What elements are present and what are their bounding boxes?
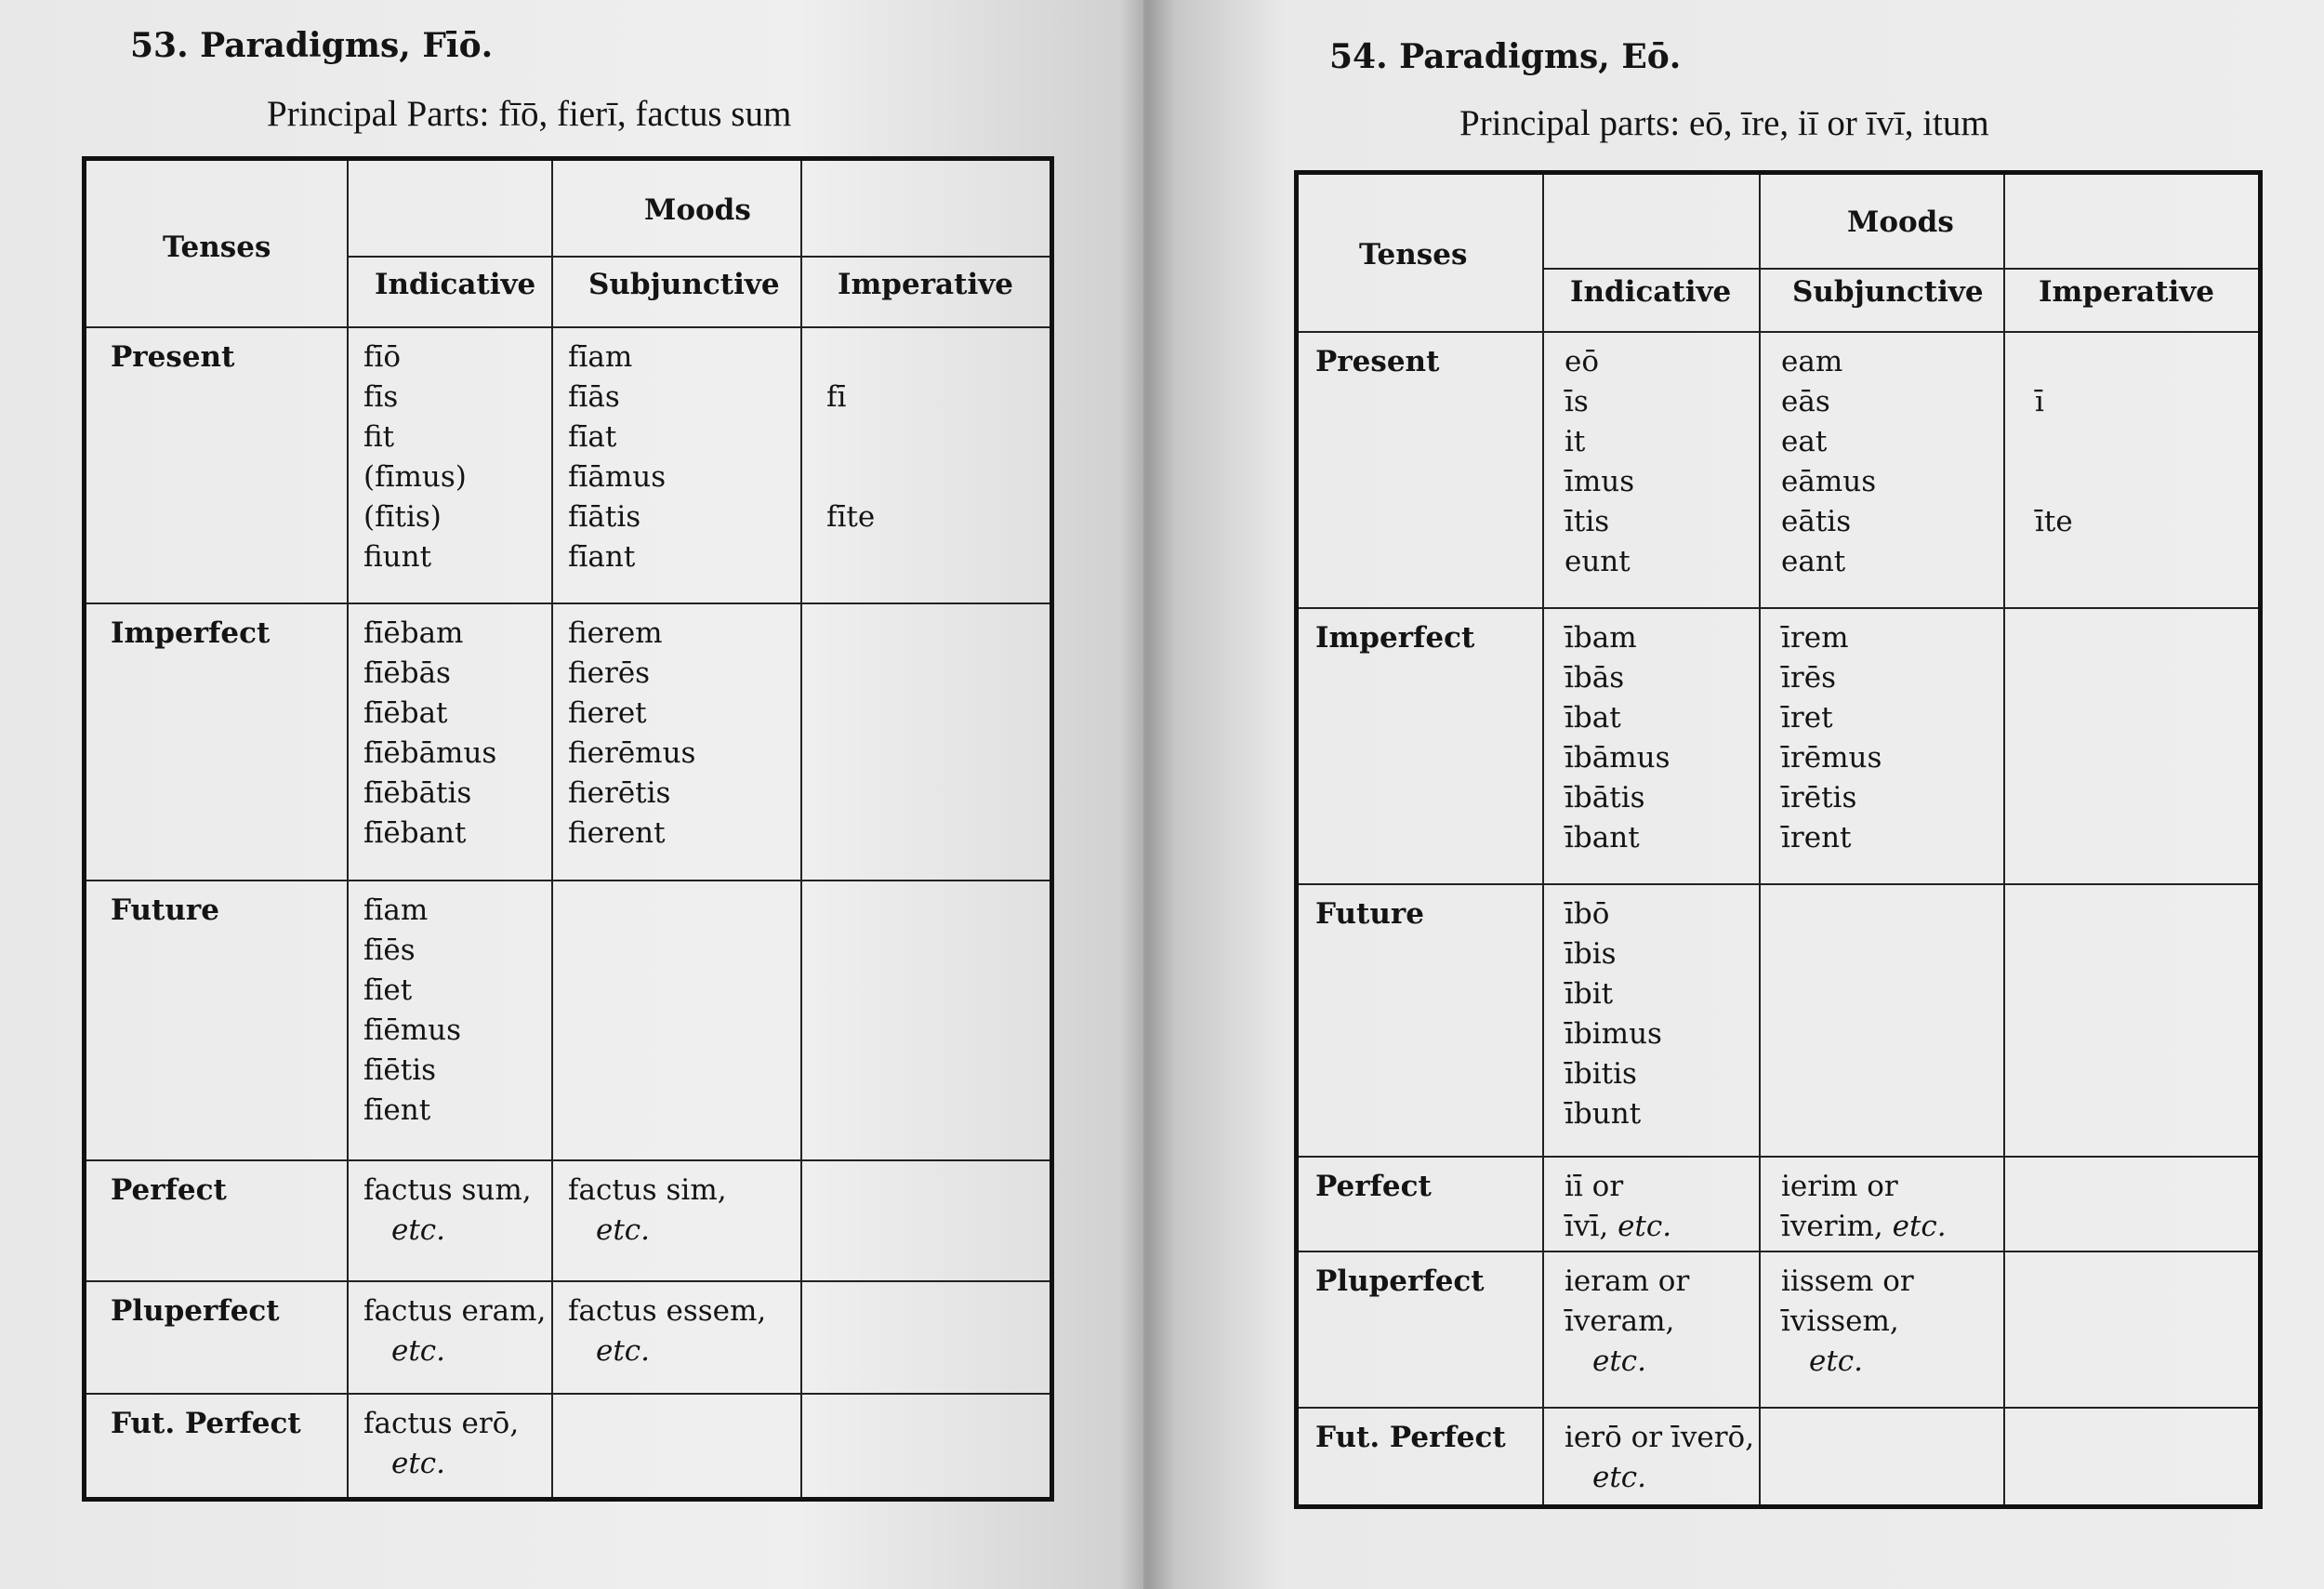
subjunctive-form: eat [1781,425,1828,458]
indicative-form: fīēmus [363,1013,462,1047]
column-divider [800,161,802,1497]
imperative-form: fī [826,380,847,414]
indicative-form: fīs [363,380,399,414]
principal-parts: Principal parts: eō, īre, iī or īvī, itum [1459,103,1989,143]
book-gutter [1120,0,1176,1589]
indicative-form: fīet [363,973,413,1007]
imperative-header: Imperative [2039,275,2214,309]
column-divider [347,161,349,1497]
tense-label: Fut. Perfect [1315,1421,1506,1454]
indicative-form: fīō [363,340,402,374]
indicative-form: fīent [363,1093,431,1127]
indicative-form: factus sum, [363,1173,532,1207]
subjunctive-form: īverim, etc. [1781,1210,1947,1243]
subjunctive-form: ierim or [1781,1170,1898,1203]
subjunctive-form: fīat [568,420,617,454]
column-divider [2003,175,2005,1504]
tense-label: Imperfect [111,616,271,650]
tenses-header: Tenses [163,231,271,264]
column-divider [1542,175,1544,1504]
indicative-form: fīēbam [363,616,464,650]
indicative-form: ībāmus [1565,741,1670,775]
column-divider [551,161,553,1497]
moods-header: Moods [1847,205,1954,239]
indicative-form: ībit [1565,977,1614,1011]
tense-label: Future [1315,897,1424,931]
subjunctive-form: fīātis [568,500,641,534]
row-divider [1299,1407,2258,1409]
row-divider [86,1393,1050,1395]
indicative-header: Indicative [375,268,536,301]
subjunctive-form: eāmus [1781,465,1877,498]
tense-label: Future [111,894,219,927]
row-divider [1299,607,2258,609]
tense-label: Fut. Perfect [111,1407,301,1440]
subjunctive-form: iissem or [1781,1265,1914,1298]
indicative-form: etc. [391,1447,446,1480]
row-divider [86,602,1050,604]
tense-label: Pluperfect [1315,1265,1485,1298]
indicative-form: etc. [1592,1461,1647,1494]
subjunctive-form: īrēs [1781,661,1836,695]
indicative-form: fit [363,420,395,454]
indicative-form: ībimus [1565,1017,1662,1051]
indicative-form: fīēbāmus [363,736,497,770]
subjunctive-form: factus essem, [568,1294,767,1328]
indicative-form: fīēbant [363,816,467,850]
indicative-form: ierō or īverō, [1565,1421,1755,1454]
indicative-form: ītis [1565,505,1610,538]
indicative-form: iī or [1565,1170,1624,1203]
paradigm-table [82,156,1054,1502]
indicative-form: ībis [1565,937,1617,971]
moods-divider [1542,268,2258,270]
paradigm-table [1294,170,2263,1509]
subjunctive-form: factus sim, [568,1173,727,1207]
indicative-form: ībunt [1565,1097,1642,1131]
indicative-form: eō [1565,345,1600,378]
column-divider [1759,175,1761,1504]
indicative-form: etc. [391,1334,446,1368]
indicative-form: ībātis [1565,781,1645,814]
row-divider [86,1159,1050,1161]
indicative-form: (fīmus) [363,460,467,494]
subjunctive-form: fieret [568,696,647,730]
subjunctive-form: etc. [596,1213,651,1247]
indicative-form: ībat [1565,701,1621,735]
subjunctive-form: fierētis [568,776,671,810]
indicative-form: ībās [1565,661,1625,695]
row-divider [1299,883,2258,885]
indicative-form: fīētis [363,1053,437,1087]
indicative-form: ībant [1565,821,1640,854]
subjunctive-form: fierent [568,816,666,850]
tense-label: Present [1315,345,1440,378]
indicative-form: fīēbātis [363,776,472,810]
indicative-form: (fītis) [363,500,442,534]
tenses-header: Tenses [1359,238,1468,271]
principal-parts: Principal Parts: fīō, fierī, factus sum [267,94,792,134]
subjunctive-form: īrent [1781,821,1852,854]
indicative-form: fīam [363,894,429,927]
tense-label: Perfect [111,1173,227,1207]
imperative-header: Imperative [838,268,1013,301]
indicative-form: etc. [391,1213,446,1247]
subjunctive-form: īrētis [1781,781,1857,814]
moods-divider [347,256,1050,258]
subjunctive-form: fīāmus [568,460,667,494]
imperative-form: ī [2035,385,2044,418]
indicative-form: īs [1565,385,1589,418]
indicative-form: ībam [1565,621,1637,655]
imperative-form: fīte [826,500,876,534]
subjunctive-form: fierēmus [568,736,696,770]
subjunctive-form: etc. [596,1334,651,1368]
subjunctive-form: fīās [568,380,620,414]
row-divider [1299,1251,2258,1252]
indicative-form: fiunt [363,540,432,574]
indicative-form: īmus [1565,465,1635,498]
indicative-header: Indicative [1570,275,1732,309]
row-divider [1299,1156,2258,1158]
tense-label: Perfect [1315,1170,1432,1203]
indicative-form: factus erō, [363,1407,520,1440]
subjunctive-form: fīam [568,340,633,374]
indicative-form: ībō [1565,897,1610,931]
subjunctive-form: īret [1781,701,1833,735]
indicative-form: factus eram, [363,1294,547,1328]
row-divider [86,880,1050,881]
tense-label: Imperfect [1315,621,1475,655]
tense-label: Present [111,340,235,374]
header-divider [86,326,1050,328]
tense-label: Pluperfect [111,1294,280,1328]
subjunctive-form: eātis [1781,505,1852,538]
indicative-form: eunt [1565,545,1631,578]
imperative-form: īte [2035,505,2073,538]
indicative-form: ībitis [1565,1057,1637,1091]
header-divider [1299,331,2258,333]
subjunctive-form: fierem [568,616,663,650]
subjunctive-header: Subjunctive [588,268,780,301]
subjunctive-form: fierēs [568,656,651,690]
subjunctive-form: eant [1781,545,1846,578]
row-divider [86,1280,1050,1282]
indicative-form: fīēs [363,934,416,967]
indicative-form: it [1565,425,1586,458]
indicative-form: īvī, etc. [1565,1210,1672,1243]
subjunctive-form: īvissem, [1781,1304,1899,1338]
indicative-form: fīēbat [363,696,448,730]
subjunctive-form: etc. [1809,1344,1864,1378]
page-heading: 53. Paradigms, Fīō. [130,26,494,65]
page-heading: 54. Paradigms, Eō. [1329,37,1682,76]
subjunctive-form: eās [1781,385,1830,418]
indicative-form: ieram or [1565,1265,1690,1298]
indicative-form: etc. [1592,1344,1647,1378]
subjunctive-form: eam [1781,345,1843,378]
subjunctive-form: īrēmus [1781,741,1882,775]
subjunctive-header: Subjunctive [1792,275,1984,309]
indicative-form: īveram, [1565,1304,1675,1338]
indicative-form: fīēbās [363,656,451,690]
moods-header: Moods [644,193,751,227]
subjunctive-form: fīant [568,540,636,574]
subjunctive-form: īrem [1781,621,1849,655]
